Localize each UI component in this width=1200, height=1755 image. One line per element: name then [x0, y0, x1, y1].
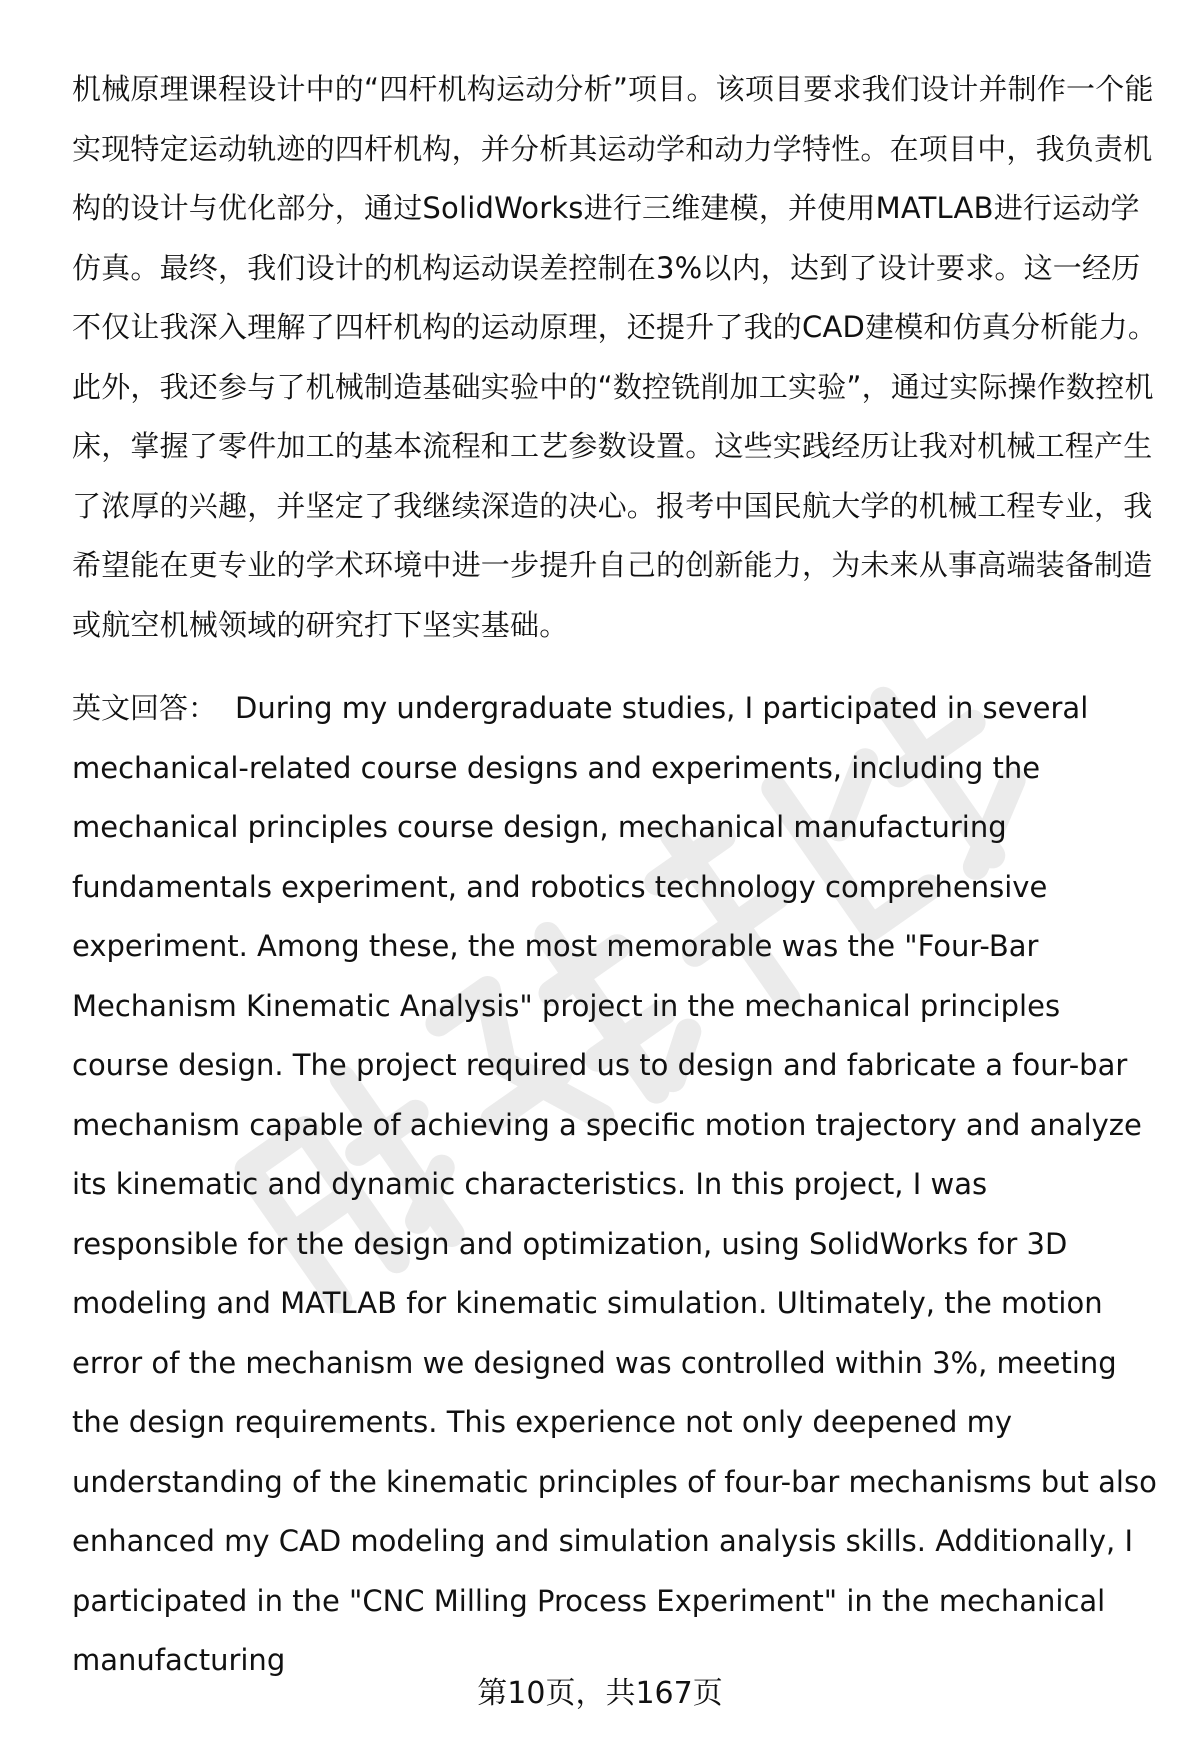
document-body: [72, 60, 1162, 1720]
english-answer-label: 英文回答：: [72, 691, 218, 725]
english-answer-text: During my undergraduate studies, I participated in several mechanical-related course designs and experiments, including the mechanical principles course design, mechanical manufacturing fundamentals experiment, and robotics technology comprehensive experiment. Among these, the most memorable was the "Four-Bar Mechanism Kinematic Analysis" project in the mechanical principles course design. The project required us to design and fabricate a four-bar mechanism capable of achieving a specific motion trajectory and analyze its kinematic and dynamic characteristics. In this project, I was responsible for the design and optimization, using SolidWorks for 3D modeling and MATLAB for kinematic simulation. Ultimately, the motion error of the mechanism we designed was controlled within 3%, meeting the design requirements. This experience not only deepened my understanding of the kinematic principles of four-bar mechanisms but also enhanced my CAD modeling and simulation analysis skills. Additionally, I participated in the "CNC Milling Process Experiment" in the mechanical manufacturing: [72, 691, 1157, 1677]
english-answer-paragraph: [72, 679, 1162, 1691]
chinese-paragraph: 机械原理课程设计中的“四杆机构运动分析”项目。该项目要求我们设计并制作一个能实现特定运动轨迹的四杆机构，并分析其运动学和动力学特性。在项目中，我负责机构的设计与优化部分，通过SolidWorks进行三维建模，并使用MATLAB进行运动学仿真。最终，我们设计的机构运动误差控制在3%以内，达到了设计要求。这一经历不仅让我深入理解了四杆机构的运动原理，还提升了我的CAD建模和仿真分析能力。此外，我还参与了机械制造基础实验中的“数控铣削加工实验”，通过实际操作数控机床，掌握了零件加工的基本流程和工艺参数设置。这些实践经历让我对机械工程产生了浓厚的兴趣，并坚定了我继续深造的决心。报考中国民航大学的机械工程专业，我希望能在更专业的学术环境中进一步提升自己的创新能力，为未来从事高端装备制造或航空机械领域的研究打下坚实基础。: [72, 72, 1158, 642]
page-number-footer: 第10页，共167页: [477, 1676, 723, 1711]
